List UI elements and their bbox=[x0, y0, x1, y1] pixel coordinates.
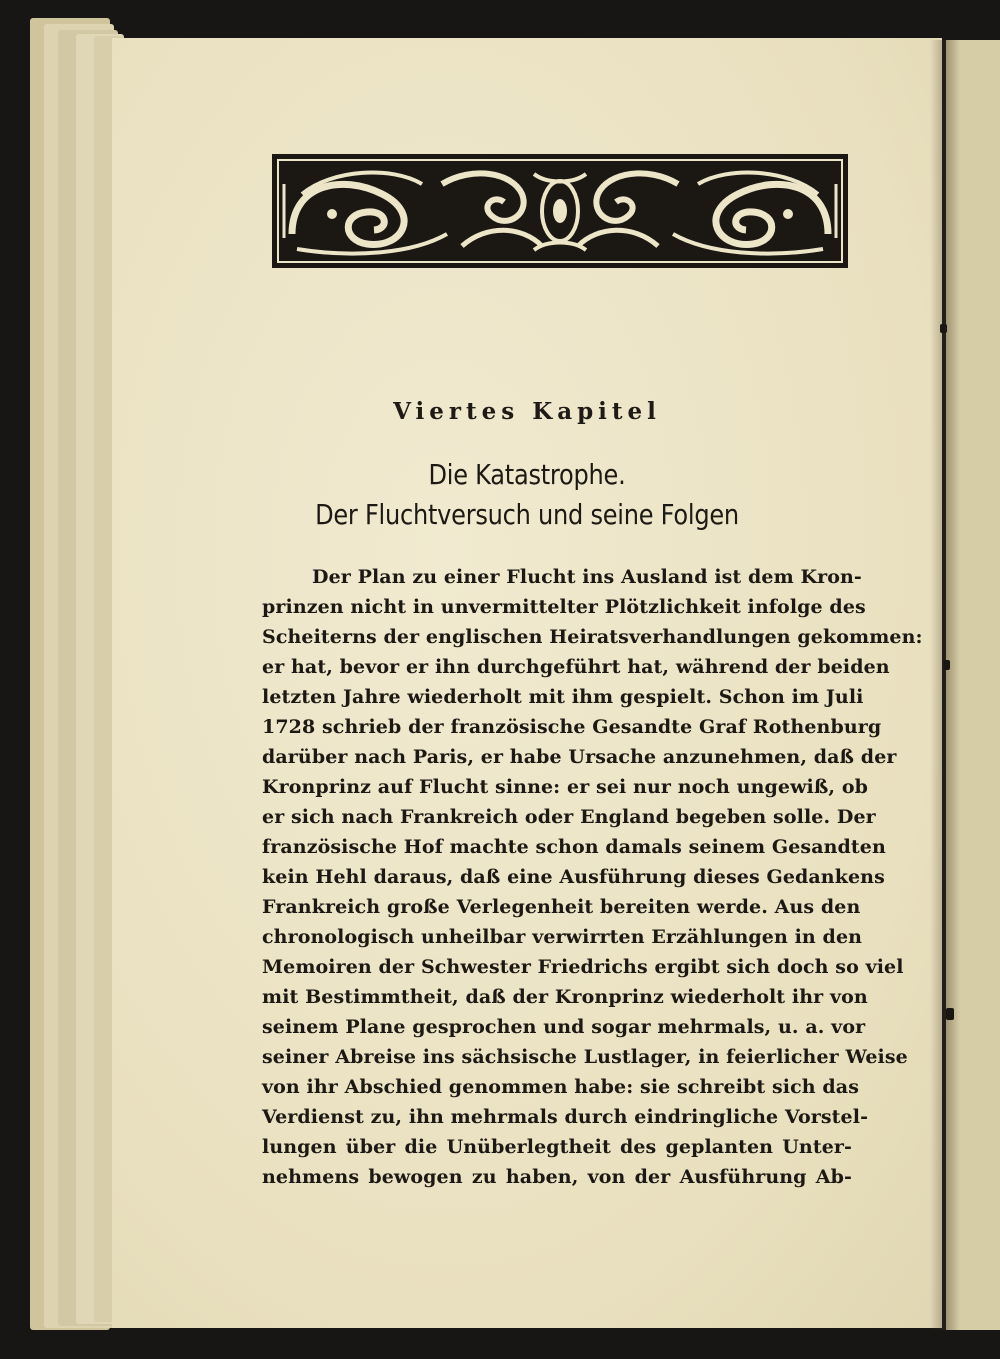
text-line: mit Bestimmtheit, daß der Kronprinz wiederholt ihr von bbox=[262, 986, 868, 1008]
text-line: Kronprinz auf Flucht sinne: er sei nur noch ungewiß, ob bbox=[262, 776, 868, 798]
text-line: er hat, bevor er ihn durchgeführt hat, während der beiden bbox=[262, 656, 890, 678]
text-line: 1728 schrieb der französische Gesandte Graf Rothenburg bbox=[262, 716, 882, 738]
text-line: chronologisch unheilbar verwirrten Erzählungen in den bbox=[262, 926, 863, 948]
text-line: Verdienst zu, ihn mehrmals durch eindringliche Vorstel- bbox=[262, 1106, 869, 1128]
book-gutter bbox=[930, 40, 960, 1330]
text-line: Der Plan zu einer Flucht ins Ausland ist dem Kron- bbox=[312, 566, 862, 588]
headpiece-ornament-icon bbox=[272, 154, 848, 268]
text-line: lungen über die Unüberlegtheit des geplanten Unter- bbox=[262, 1136, 852, 1158]
text-line: letzten Jahre wiederholt mit ihm gespielt. Schon im Juli bbox=[262, 686, 864, 708]
text-line: Frankreich große Verlegenheit bereiten werde. Aus den bbox=[262, 896, 861, 918]
body-text bbox=[262, 562, 923, 1192]
chapter-title-line-2: Der Fluchtversuch und seine Folgen bbox=[315, 498, 739, 531]
text-line: seiner Abreise ins sächsische Lustlager, in feierlicher Weise bbox=[262, 1046, 908, 1068]
text-line: von ihr Abschied genommen habe: sie schreibt sich das bbox=[262, 1076, 860, 1098]
text-line: er sich nach Frankreich oder England begeben solle. Der bbox=[262, 806, 876, 828]
text-line: kein Hehl daraus, daß eine Ausführung dieses Gedankens bbox=[262, 866, 885, 888]
text-line: Scheiterns der englischen Heiratsverhandlungen gekommen: bbox=[262, 626, 923, 648]
ink-spot bbox=[946, 1008, 954, 1020]
ink-spot bbox=[944, 660, 950, 670]
chapter-title-line-1: Die Katastrophe. bbox=[428, 458, 626, 491]
chapter-label: Viertes Kapitel bbox=[393, 398, 661, 425]
text-line: seinem Plane gesprochen und sogar mehrmals, u. a. vor bbox=[262, 1016, 866, 1038]
text-line: darüber nach Paris, er habe Ursache anzunehmen, daß der bbox=[262, 746, 897, 768]
book-page bbox=[112, 38, 942, 1328]
text-line: französische Hof machte schon damals seinem Gesandten bbox=[262, 836, 886, 858]
ink-spot bbox=[940, 324, 947, 333]
text-line: nehmens bewogen zu haben, von der Ausführung Ab- bbox=[262, 1166, 852, 1188]
text-line: prinzen nicht in unvermittelter Plötzlichkeit infolge des bbox=[262, 596, 866, 618]
text-line: Memoiren der Schwester Friedrichs ergibt sich doch so viel bbox=[262, 956, 904, 978]
